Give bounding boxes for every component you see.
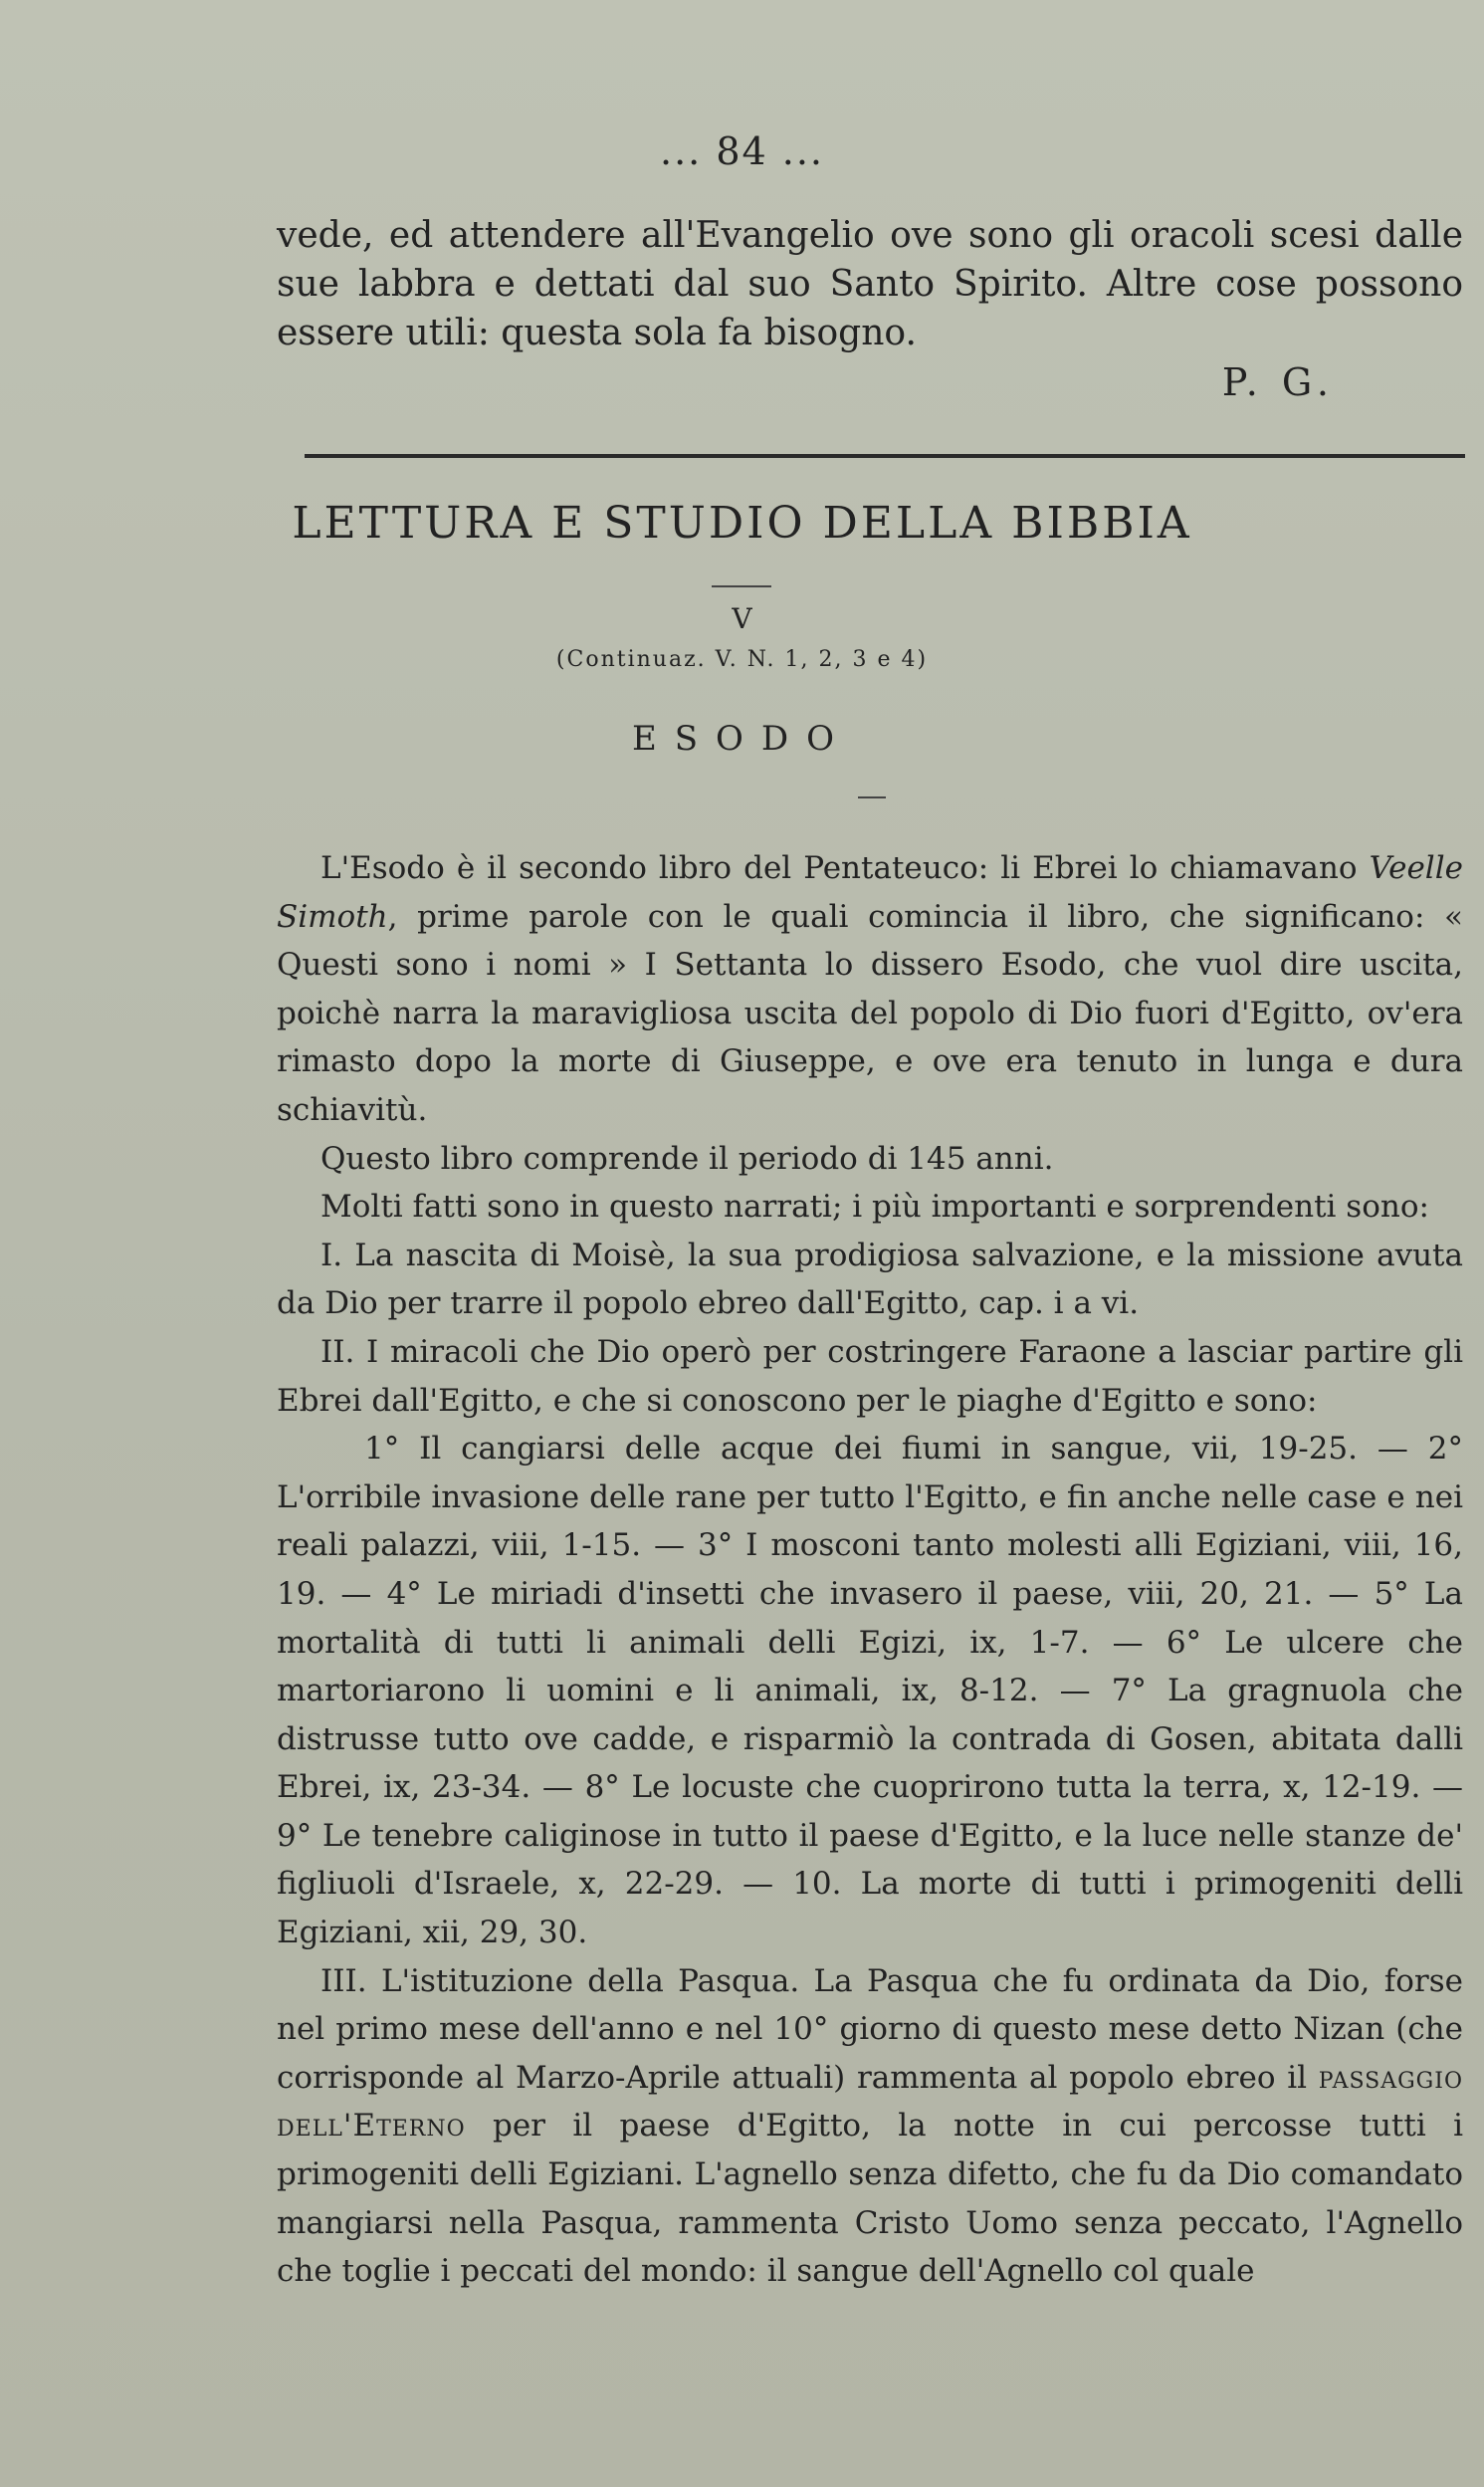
section-divider [305, 454, 1465, 458]
part-number: V [732, 602, 752, 635]
page-number: ... 84 ... [660, 129, 824, 173]
paragraph-moses: I. La nascita di Moisè, la sua prodigiosa salvazione, e la missione avuta da Dio per trarre il popolo ebreo dall'Egitto, cap. i a vi. [277, 1237, 1463, 1322]
paragraph-period: Questo libro comprende il periodo di 145 anni. [320, 1140, 1054, 1177]
paragraph-passover-rest: per il paese d'Egitto, la notte in cui percosse tutti i primogeniti delli Egiziani. L'agnello senza difetto, che fu da Dio comandato mangiarsi nella Pasqua, rammenta Cristo Uomo senza peccato, l'Agnello che toglie i peccati del mondo: il sangue dell'Agnello col quale [277, 2108, 1463, 2290]
passover-smallcaps: passaggio dell'Eterno [277, 2059, 1463, 2145]
title-underline [712, 585, 771, 587]
paragraph-intro [277, 844, 1463, 1135]
paragraph-plagues: 1° Il cangiarsi delle acque dei fiumi in sangue, vii, 19-25. — 2° L'orribile invasione delle rane per tutto l'Egitto, e fin anche nelle case e nei reali palazzi, viii, 1-15. — 3° I mosconi tanto molesti alli Egiziani, viii, 16, 19. — 4° Le miriadi d'insetti che invasero il paese, viii, 20, 21. — 5° La mortalità di tutti li animali delli Egizi, ix, 1-7. — 6° Le ulcere che martoriarono li uomini e li animali, ix, 8-12. — 7° La gragnuola che distrusse tutto ove cadde, e risparmiò la contrada di Gosen, abitata dalli Ebrei, ix, 23-34. — 8° Le locuste che cuoprirono tutta la terra, x, 12-19. — 9° Le tenebre caliginose in tutto il paese d'Egitto, e la luce nelle stanze de' figliuoli d'Israele, x, 22-29. — 10. La morte di tutti i primogeniti delli Egiziani, xii, 29, 30. [277, 1431, 1463, 1951]
top-paragraph [277, 211, 1463, 357]
signature: P. G. [1221, 360, 1335, 404]
paragraph-miracles: II. I miracoli che Dio operò per costringere Faraone a lasciar partire gli Ebrei dall'Egitto, e che si conoscono per le piaghe d'Egitto e sono: [277, 1333, 1463, 1419]
top-paragraph-text: vede, ed attendere all'Evangelio ove sono gli oracoli scesi dalle sue labbra e dettati dal suo Santo Spirito. Altre cose possono essere utili: questa sola fa bisogno. [277, 215, 1463, 353]
paragraph-facts: Molti fatti sono in questo narrati; i più importanti e sorprendenti sono: [320, 1189, 1429, 1226]
section-dash [858, 796, 886, 798]
hebrew-title: Veelle Simoth [277, 850, 1463, 935]
paragraph-intro-text: L'Esodo è il secondo libro del Pentateuco: li Ebrei lo chiamavano [320, 850, 1370, 886]
article-body [277, 844, 1463, 2296]
paragraph-passover [277, 1957, 1463, 2296]
continuation-note: (Continuaz. V. N. 1, 2, 3 e 4) [555, 647, 929, 672]
paragraph-passover-text: III. L'istituzione della Pasqua. La Pasqua che fu ordinata da Dio, forse nel primo mese dell'anno e nel 10° giorno di questo mese detto Nizan (che corrisponde al Marzo-Aprile attuali) rammenta al popolo ebreo il [277, 1962, 1463, 2096]
section-title: ESODO [631, 719, 853, 759]
paragraph-intro-rest: , prime parole con le quali comincia il libro, che significano: « Questi sono i nomi » I Settanta lo dissero Esodo, che vuol dire uscita, poichè narra la maravigliosa uscita del popolo di Dio fuori d'Egitto, ov'era rimasto dopo la morte di Giuseppe, e ove era tenuto in lunga e dura schiavitù. [277, 898, 1463, 1128]
article-title: LETTURA E STUDIO DELLA BIBBIA [292, 498, 1192, 549]
